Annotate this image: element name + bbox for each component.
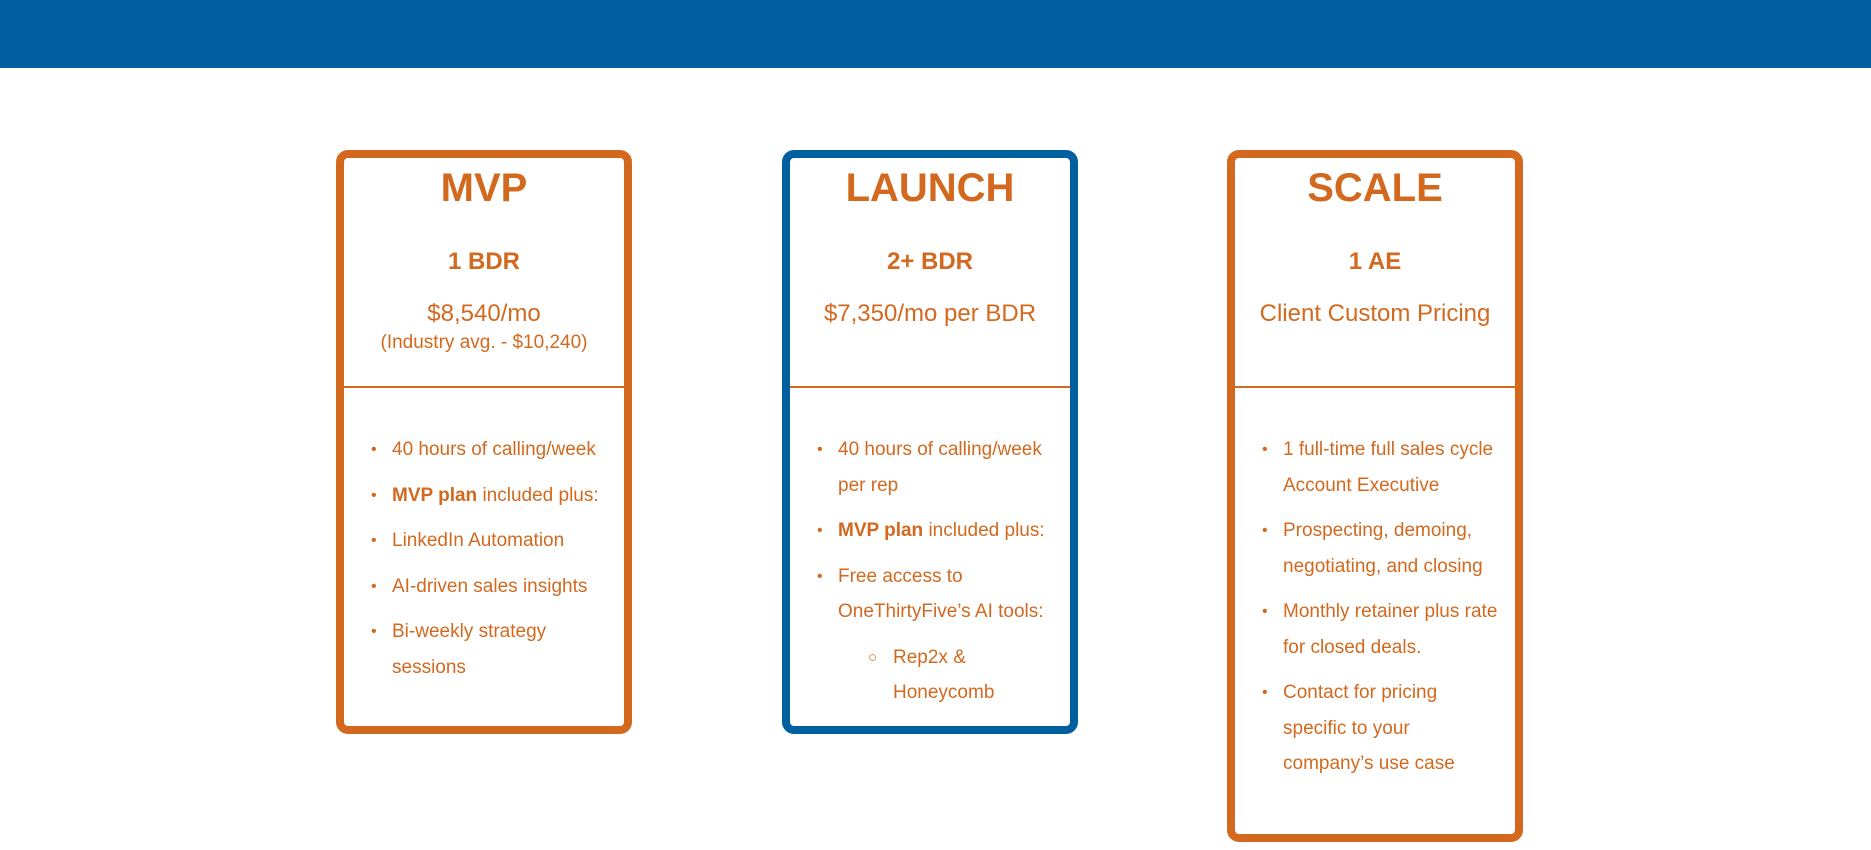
plan-price: Client Custom Pricing	[1259, 300, 1491, 327]
feature-item: • Contact for pricing specific to your company’s use case	[1283, 675, 1515, 782]
plan-name: LAUNCH	[845, 166, 1015, 210]
plan-header	[344, 158, 624, 388]
feature-bold: MVP plan	[392, 484, 478, 506]
plan-features	[344, 388, 624, 725]
plan-card-mvp	[336, 150, 632, 734]
top-banner	[0, 0, 1871, 68]
plan-price: $7,350/mo per BDR	[823, 300, 1037, 327]
plan-features	[790, 388, 1070, 751]
feature-item: • 40 hours of calling/week	[392, 432, 624, 468]
plan-card-launch	[782, 150, 1078, 734]
plan-price: $8,540/mo	[427, 300, 541, 327]
plan-name: MVP	[440, 166, 528, 210]
feature-item: • MVP plan included plus:	[392, 478, 624, 514]
feature-item: • Monthly retainer plus rate for closed deals.	[1283, 594, 1515, 665]
feature-subitem: ○ Rep2x & Honeycomb	[893, 640, 1070, 711]
feature-item: • Free access to OneThirtyFive’s AI tools:	[838, 559, 1070, 630]
feature-item: • 40 hours of calling/week per rep	[838, 432, 1070, 503]
feature-item: • Prospecting, demoing, negotiating, and closing	[1283, 513, 1515, 584]
plan-card-scale	[1227, 150, 1523, 842]
feature-item: • LinkedIn Automation	[392, 523, 624, 559]
plan-role: 1 AE	[1348, 248, 1402, 275]
feature-item: • 1 full-time full sales cycle Account Executive	[1283, 432, 1515, 503]
plan-role: 2+ BDR	[886, 248, 974, 275]
plan-name: SCALE	[1307, 166, 1443, 210]
feature-item: • AI-driven sales insights	[392, 569, 624, 605]
feature-bold: MVP plan	[838, 520, 924, 541]
plan-features	[1235, 388, 1515, 822]
plan-role: 1 BDR	[447, 248, 520, 275]
feature-item: • MVP plan included plus:	[838, 513, 1070, 549]
plan-price-note: (Industry avg. - $10,240)	[380, 332, 588, 353]
plan-header	[1235, 158, 1515, 388]
plan-header	[790, 158, 1070, 388]
feature-item: • Bi-weekly strategy sessions	[392, 614, 624, 685]
